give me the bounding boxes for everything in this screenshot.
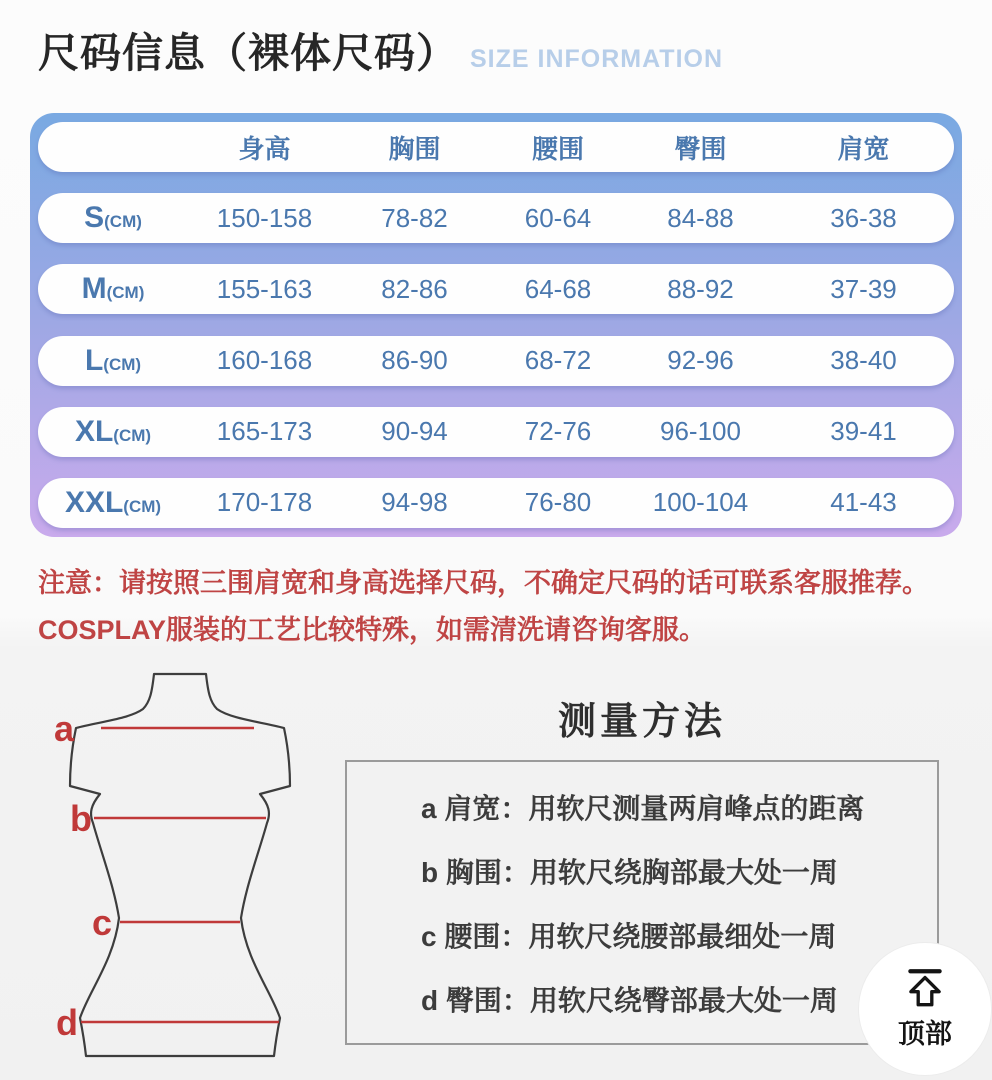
waist-value: 72-76 — [524, 416, 592, 447]
shoulder-value: 37-39 — [830, 273, 897, 304]
size-code: M — [81, 272, 107, 306]
size-code: S — [84, 201, 105, 235]
page-header — [38, 20, 723, 79]
back-to-top-button[interactable] — [858, 942, 992, 1076]
size-label — [38, 486, 188, 520]
sizing-notice — [38, 560, 968, 654]
measurement-item-waist: c 腰围：用软尺绕腰部最细处一周 — [421, 920, 837, 952]
column-header-height: 身高 — [238, 133, 291, 164]
hip-value: 84-88 — [667, 202, 734, 233]
bust-value: 94-98 — [381, 487, 448, 518]
back-to-top-label: 顶部 — [898, 1019, 952, 1049]
measurement-item-bust: b 胸围：用软尺绕胸部最大处一周 — [421, 856, 838, 888]
size-code: XL — [74, 414, 114, 448]
figure-label-c: c — [92, 902, 113, 943]
bust-value: 78-82 — [381, 202, 448, 233]
column-header-waist: 腰围 — [531, 133, 584, 164]
mannequin-outline — [70, 674, 290, 1056]
hip-value: 100-104 — [652, 487, 749, 518]
size-label — [38, 201, 188, 235]
column-header-hip: 臀围 — [674, 133, 727, 164]
size-label — [38, 415, 188, 449]
height-value: 170-178 — [216, 487, 313, 518]
bust-value: 90-94 — [381, 416, 448, 447]
size-unit: (CM) — [103, 354, 142, 374]
notice-line-2: COSPLAY服装的工艺比较特殊，如需清洗请咨询客服。 — [38, 615, 707, 645]
measurement-item-hip: d 臀围：用软尺绕臀部最大处一周 — [421, 984, 838, 1016]
size-unit: (CM) — [104, 212, 142, 232]
size-label — [38, 272, 188, 306]
shoulder-value: 36-38 — [830, 202, 897, 233]
table-header-row — [38, 122, 954, 172]
size-table — [30, 113, 962, 537]
shoulder-value: 39-41 — [830, 416, 897, 447]
size-unit: (CM) — [113, 425, 152, 445]
height-value: 165-173 — [216, 416, 313, 447]
hip-value: 96-100 — [660, 416, 741, 447]
table-row — [38, 407, 954, 457]
measurement-item-shoulder: a 肩宽：用软尺测量两肩峰点的距离 — [421, 792, 865, 824]
waist-value: 76-80 — [524, 487, 592, 518]
waist-value: 60-64 — [524, 202, 592, 233]
size-unit: (CM) — [106, 283, 145, 303]
bust-value: 86-90 — [381, 345, 448, 376]
measurement-instructions-box — [345, 760, 939, 1045]
size-label — [38, 344, 188, 378]
shoulder-value: 38-40 — [830, 345, 897, 376]
waist-value: 68-72 — [524, 345, 592, 376]
hip-value: 92-96 — [667, 345, 734, 376]
waist-value: 64-68 — [524, 273, 592, 304]
column-header-shoulder: 肩宽 — [837, 133, 890, 164]
table-row — [38, 264, 954, 314]
figure-label-d: d — [56, 1002, 78, 1043]
figure-label-a: a — [54, 708, 75, 749]
figure-label-b: b — [70, 798, 92, 839]
mannequin-measurement-figure — [30, 660, 330, 1060]
table-row — [38, 478, 954, 528]
height-value: 150-158 — [216, 202, 313, 233]
height-value: 160-168 — [216, 345, 313, 376]
size-code: XXL — [64, 485, 124, 519]
size-code: L — [84, 343, 104, 377]
hip-value: 88-92 — [667, 273, 734, 304]
table-row — [38, 336, 954, 386]
shoulder-value: 41-43 — [830, 487, 897, 518]
measurement-title: 测量方法 — [557, 701, 726, 743]
column-header-bust: 胸围 — [388, 133, 441, 164]
arrow-to-top-icon — [902, 967, 948, 1009]
table-row — [38, 193, 954, 243]
bust-value: 82-86 — [381, 273, 448, 304]
page-title: 尺码信息（裸体尺码） — [38, 30, 458, 76]
notice-line-1: 注意：请按照三围肩宽和身高选择尺码，不确定尺码的话可联系客服推荐。 — [38, 568, 929, 598]
size-unit: (CM) — [123, 496, 162, 516]
height-value: 155-163 — [216, 273, 313, 304]
page-subtitle: SIZE INFORMATION — [470, 45, 724, 73]
